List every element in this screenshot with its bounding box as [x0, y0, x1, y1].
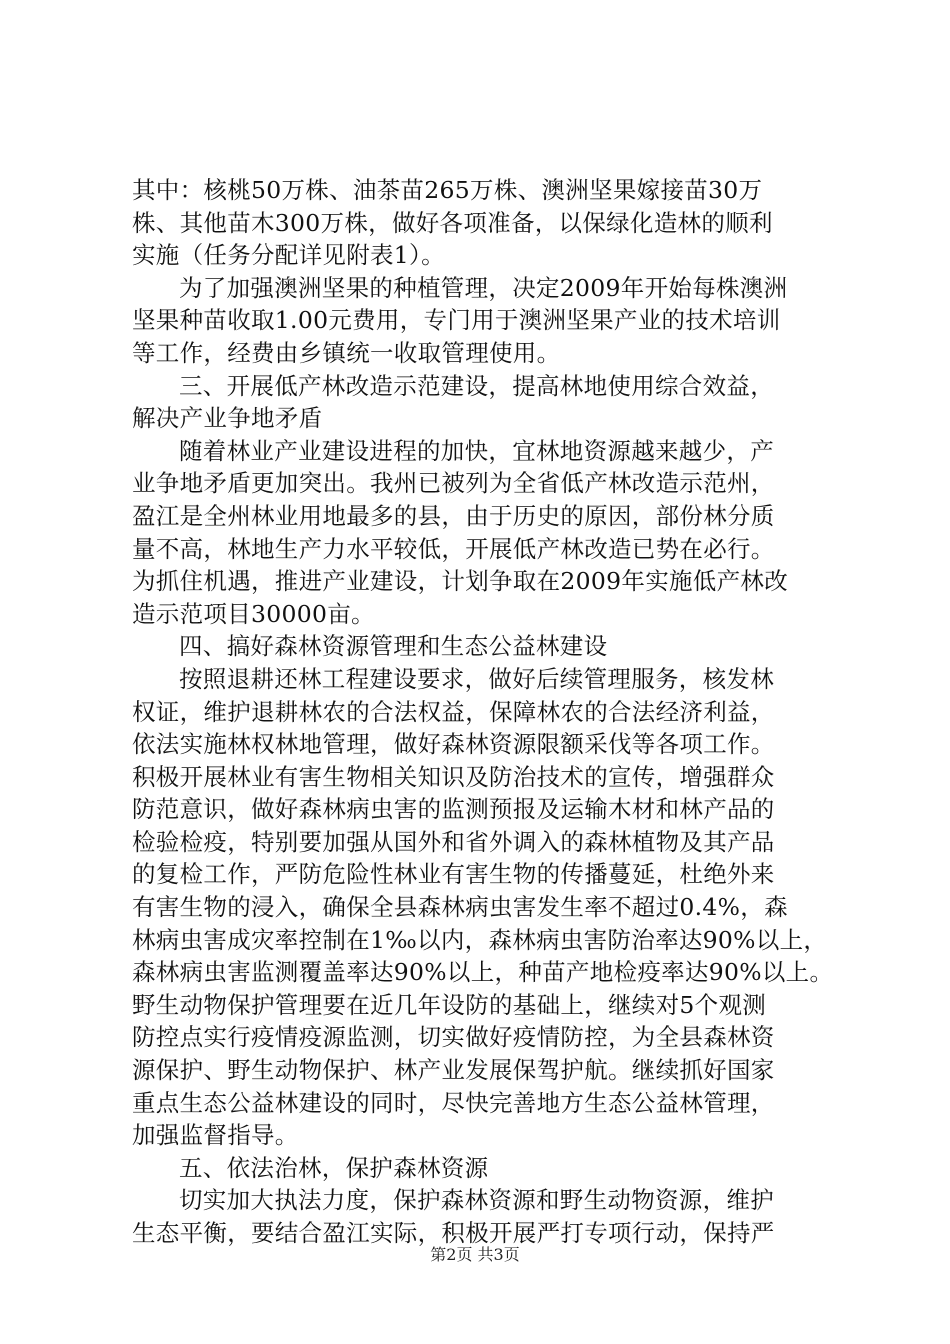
text-line: 的复检工作，严防危险性林业有害生物的传播蔓延，杜绝外来 [132, 860, 775, 889]
text-line: 其中：核桃50万株、油茶苗265万株、澳洲坚果嫁接苗30万 [132, 176, 763, 204]
text-line: 四、搞好森林资源管理和生态公益林建设 [179, 632, 608, 661]
text-line: 随着林业产业建设进程的加快，宜林地资源越来越少，产 [179, 436, 774, 465]
text-line: 积极开展林业有害生物相关知识及防治技术的宣传，增强群众 [132, 762, 775, 791]
text-line: 三、开展低产林改造示范建设，提高林地使用综合效益， [179, 371, 774, 400]
text-line: 防控点实行疫情疫源监测，切实做好疫情防控，为全县森林资 [132, 1023, 775, 1052]
text-line: 林病虫害成灾率控制在1‰以内，森林病虫害防治率达90%以上， [132, 925, 828, 954]
text-line: 按照退耕还林工程建设要求，做好后续管理服务，核发林 [179, 664, 774, 693]
text-line: 盈江是全州林业用地最多的县，由于历史的原因，部份林分质 [132, 501, 775, 530]
text-line: 造示范项目30000亩。 [132, 599, 375, 628]
text-line: 重点生态公益林建设的同时，尽快完善地方生态公益林管理， [132, 1088, 775, 1117]
text-line: 切实加大执法力度，保护森林资源和野生动物资源，维护 [179, 1186, 774, 1215]
text-line: 森林病虫害监测覆盖率达90%以上，种苗产地检疫率达90%以上。 [132, 958, 834, 987]
document-body [132, 174, 840, 1250]
text-line: 检验检疫，特别要加强从国外和省外调入的森林植物及其产品 [132, 827, 775, 856]
text-line: 五、依法治林，保护森林资源 [179, 1153, 489, 1182]
text-line: 加强监督指导。 [132, 1121, 299, 1150]
text-line: 等工作，经费由乡镇统一收取管理使用。 [132, 338, 561, 367]
text-line: 量不高，林地生产力水平较低，开展低产林改造已势在必行。 [132, 534, 775, 563]
text-line: 权证，维护退耕林农的合法权益，保障林农的合法经济利益， [132, 697, 775, 726]
page-footer: 第2页 共3页 [430, 1245, 520, 1264]
text-line: 源保护、野生动物保护、林产业发展保驾护航。继续抓好国家 [132, 1056, 775, 1085]
text-line: 实施（任务分配详见附表1）。 [132, 241, 445, 270]
text-line: 株、其他苗木300万株，做好各项准备，以保绿化造林的顺利 [132, 208, 773, 237]
text-line: 业争地矛盾更加突出。我州已被列为全省低产林改造示范州， [132, 469, 775, 498]
text-line: 为抓住机遇，推进产业建设，计划争取在2009年实施低产林改 [132, 567, 789, 596]
text-line: 野生动物保护管理要在近几年设防的基础上，继续对5个观测 [132, 990, 767, 1019]
text-line: 依法实施林权林地管理，做好森林资源限额采伐等各项工作。 [132, 730, 775, 759]
text-line: 生态平衡，要结合盈江实际，积极开展严打专项行动，保持严 [132, 1219, 775, 1247]
text-line: 为了加强澳洲坚果的种植管理，决定2009年开始每株澳洲 [179, 273, 788, 302]
text-line: 有害生物的浸入，确保全县森林病虫害发生率不超过0.4%，森 [132, 893, 788, 922]
text-line: 解决产业争地矛盾 [132, 404, 323, 433]
text-line: 防范意识，做好森林病虫害的监测预报及运输木材和林产品的 [132, 795, 775, 824]
text-line: 坚果种苗收取1.00元费用，专门用于澳洲坚果产业的技术培训 [132, 306, 781, 335]
